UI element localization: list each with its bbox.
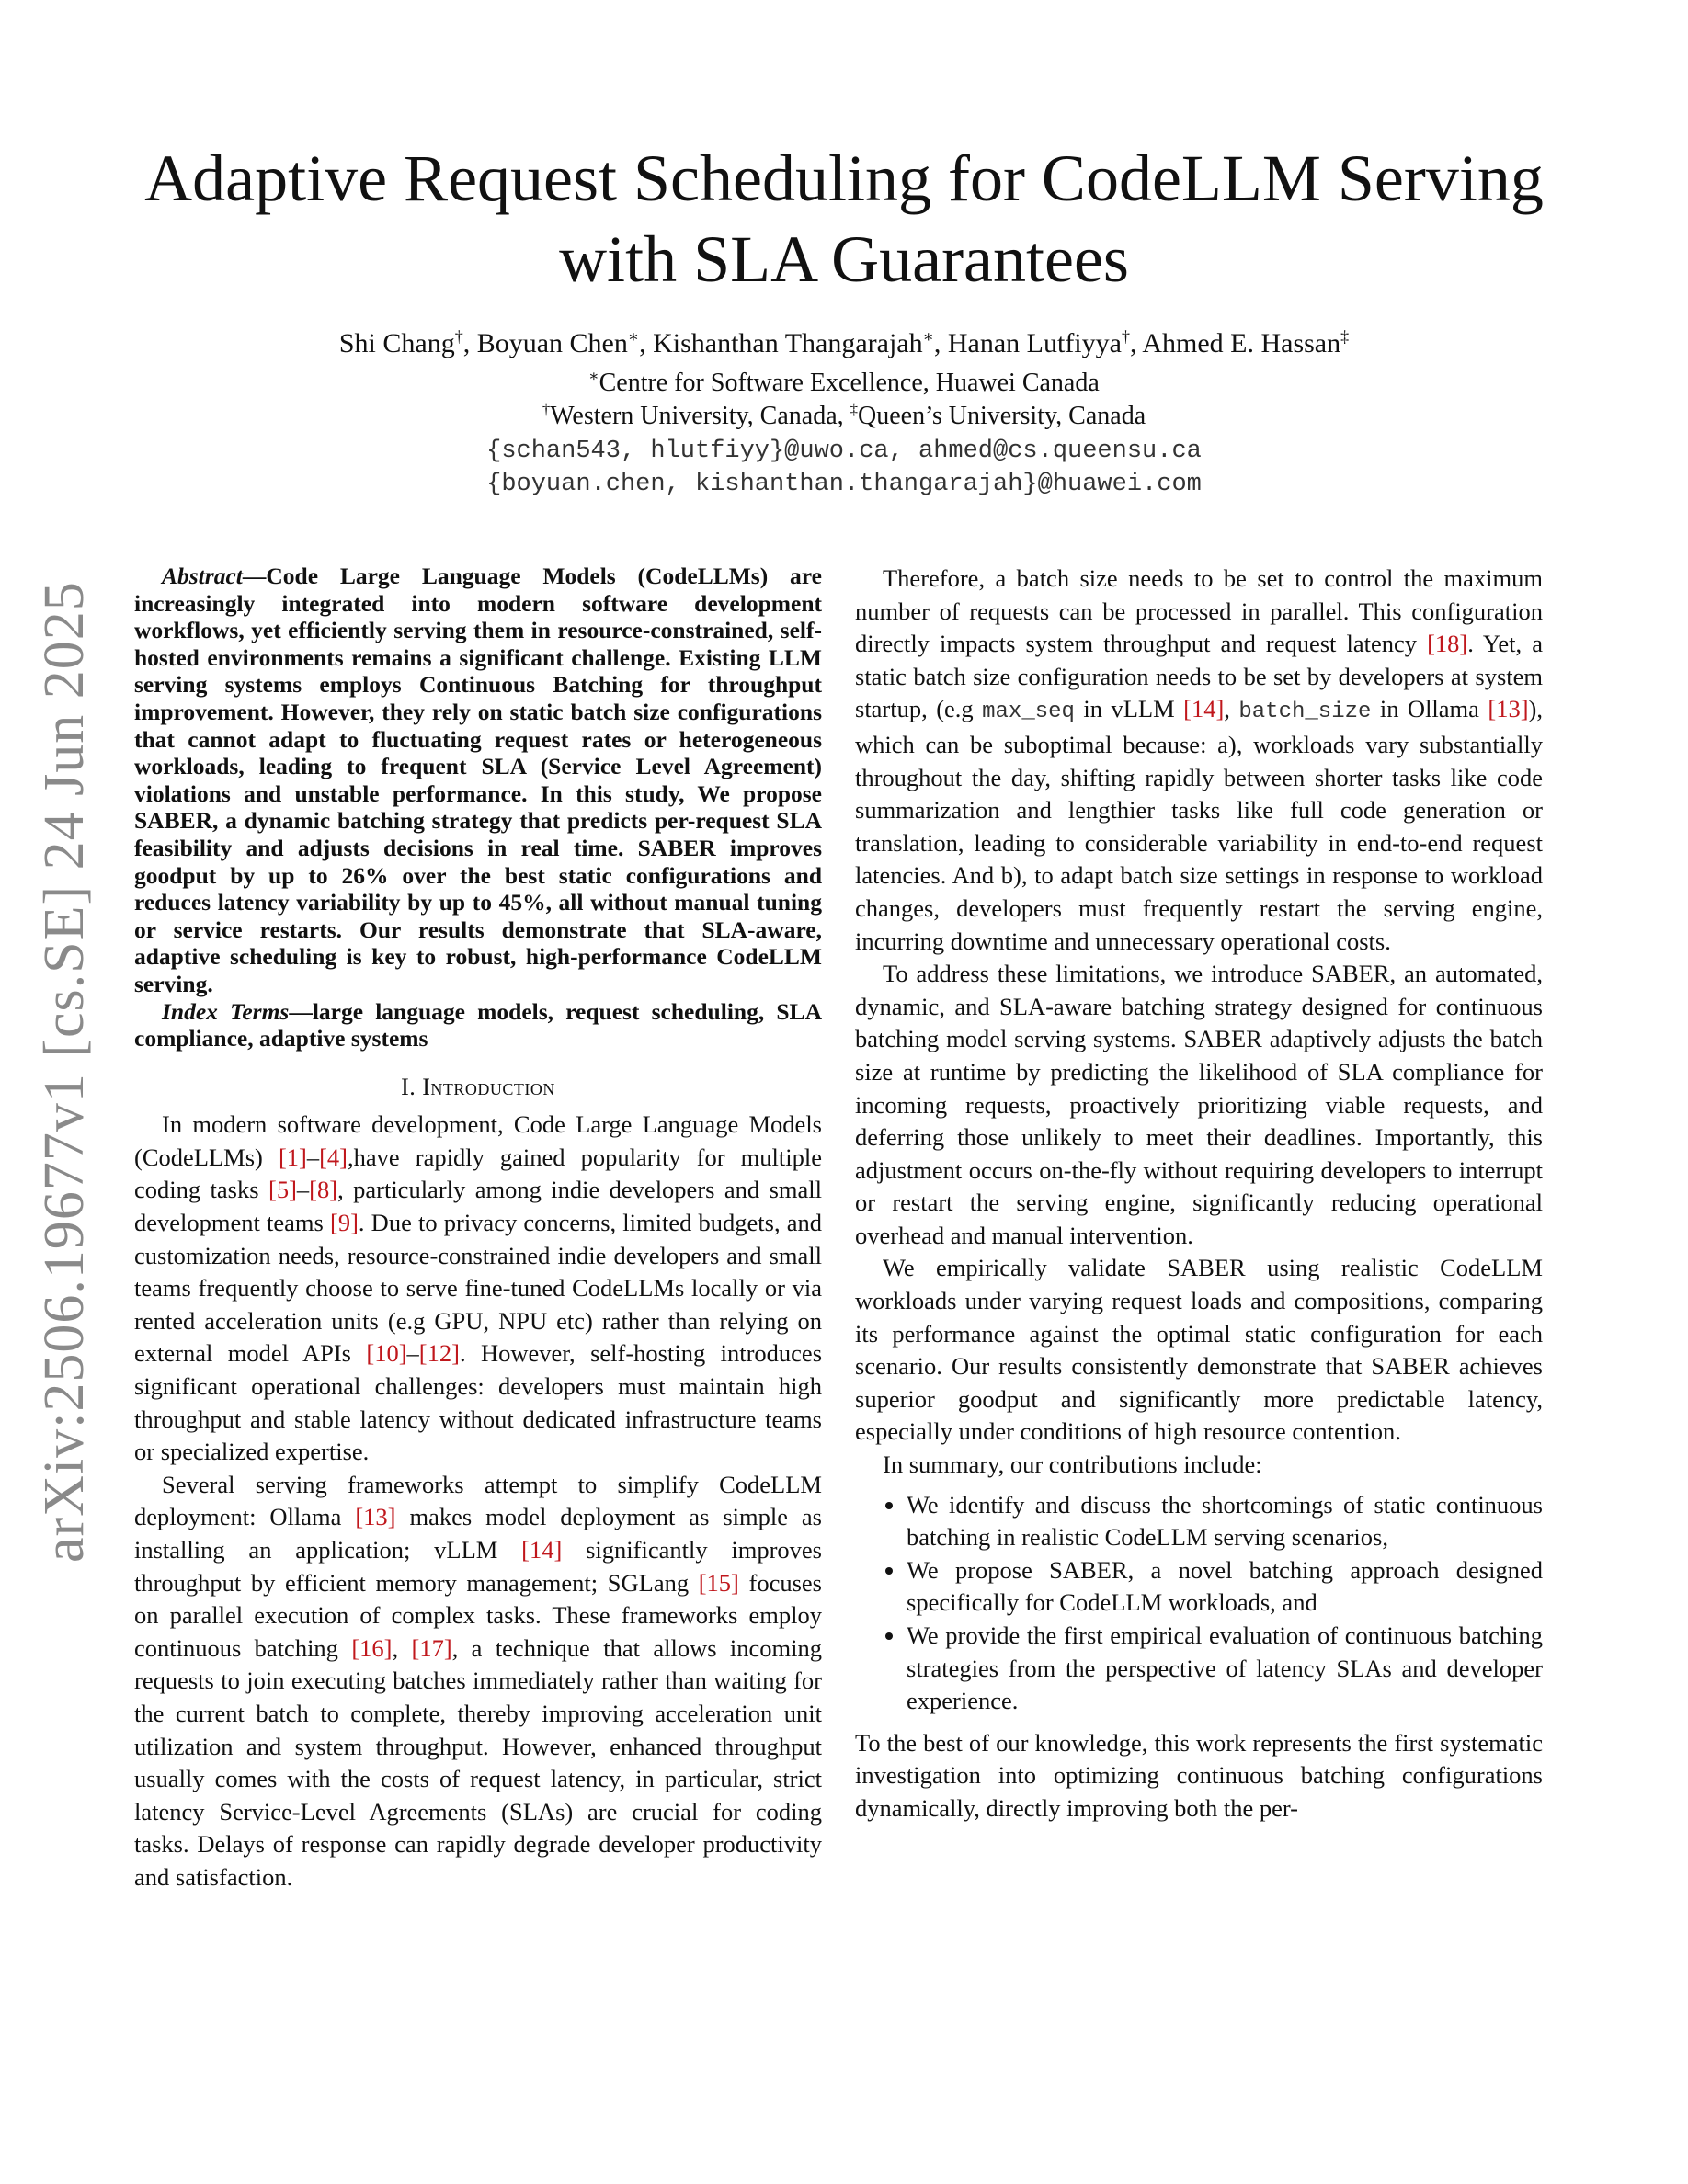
affiliation-line: †Western University, Canada, ‡Queen’s University, Canada [542, 400, 1146, 430]
citation-link[interactable]: [12] [418, 1339, 460, 1368]
list-item: • We identify and discuss the shortcomings of static continuous batching in realistic CodeLLM serving scenarios, [907, 1489, 1543, 1554]
citation-link[interactable]: [9] [330, 1209, 359, 1237]
intro-paragraph-2: Several serving frameworks attempt to simplify CodeLLM deployment: Ollama [13] makes model deployment as simple as installing an application; vLLM [14] significantly improves throughput by efficient memory management; SGLang [15] focuses on parallel execution of complex tasks. These frameworks employ continuous batching [16], [17], a technique that allows incoming requests to join executing batches immediately rather than waiting for the current batch to complete, thereby improving acceleration unit utilization and system throughput. However, enhanced throughput usually comes with the costs of request latency, in particular, strict latency Service-Level Agreements (SLAs) are crucial for coding tasks. Delays of response can rapidly degrade developer productivity and satisfaction. [134, 1470, 823, 1891]
paper-title: Adaptive Request Scheduling for CodeLLM Serving with SLA Guarantees [144, 142, 1544, 296]
affiliation-western: Western University, Canada, [550, 402, 850, 430]
index-terms-text: —large language models, request scheduling, SLA compliance, adaptive systems [134, 997, 822, 1052]
list-item: • We propose SABER, a novel batching approach designed specifically for CodeLLM workloads, and [907, 1554, 1543, 1620]
list-item: • We provide the first empirical evaluation of continuous batching strategies from the perspective of latency SLAs and developer experience. [907, 1620, 1543, 1718]
affiliation-line: ∗Centre for Software Excellence, Huawei Canada [588, 367, 1100, 397]
section-title: Introduction [422, 1073, 555, 1100]
arxiv-identifier: arXiv:2506.19677v1 [cs.SE] 24 Jun 2025 [33, 581, 96, 1563]
abstract-label: Abstract [162, 563, 243, 589]
citation-link[interactable]: [4] [319, 1143, 348, 1171]
citation-link[interactable]: [13] [1488, 695, 1529, 723]
author-name: Shi Chang [338, 328, 455, 358]
intro-paragraph-6: In summary, our contributions include: [883, 1450, 1262, 1479]
intro-paragraph-7: To the best of our knowledge, this work represents the first systematic investigation into optimizing continuous batching configurations dynamically, directly improving both the per- [855, 1728, 1543, 1822]
citation-link[interactable]: [16] [351, 1633, 393, 1662]
author-name: Kishanthan Thangarajah [653, 328, 923, 358]
right-column [855, 563, 1543, 1826]
intro-paragraph-5: We empirically validate SABER using realistic CodeLLM workloads under varying request loads and compositions, comparing its performance against the optimal static configuration for each scenario. Our results consistently demonstrate that SABER achieves superior goodput and significantly more predictable latency, especially under conditions of high resource contention. [855, 1254, 1543, 1446]
affiliation-huawei: Centre for Software Excellence, Huawei Canada [599, 369, 1100, 397]
author-name: Boyuan Chen [476, 328, 628, 358]
abstract-text: —Code Large Language Models (CodeLLMs) are increasingly integrated into modern software development workflows, yet efficiently serving them in resource-constrained, self-hosted environments remains a significant challenge. Existing LLM serving systems employs Continuous Batching for throughput improvement. However, they rely on static batch size configurations that cannot adapt to fluctuating request rates or heterogeneous workloads, leading to frequent SLA (Service Level Agreement) violations and unstable performance. In this study, We propose SABER, a dynamic batching strategy that predicts per-request SLA feasibility and adjusts decisions in real time. SABER improves goodput by up to 26% over the best static configurations and reduces latency variability by up to 45%, all without manual tuning or service restarts. Our results demonstrate that SLA-aware, adaptive scheduling is key to robust, high-performance CodeLLM serving. [134, 563, 822, 997]
citation-link[interactable]: [18] [1427, 630, 1468, 658]
email-line: {schan543, hlutfiyy}@uwo.ca, ahmed@cs.queensu.ca [486, 438, 1202, 465]
index-terms [134, 998, 822, 1052]
affiliation-queens: Queen’s University, Canada [858, 402, 1146, 430]
author-name: Hanan Lutfiyya [947, 328, 1122, 358]
author-name: Ahmed E. Hassan [1142, 328, 1341, 358]
intro-paragraph-4: To address these limitations, we introduce SABER, an automated, dynamic, and SLA-aware batching strategy designed for continuous batching model serving systems. SABER adaptively adjusts the batch size at runtime by predicting the likelihood of SLA compliance for incoming requests, proactively prioritizing viable requests, and deferring those unlikely to meet their deadlines. Importantly, this adjustment occurs on-the-fly without requiring developers to interrupt or restart the serving engine, significantly reducing operational overhead and manual intervention. [855, 960, 1543, 1249]
citation-link[interactable]: [1] [278, 1143, 307, 1171]
intro-paragraph-1: In modern software development, Code Large Language Models (CodeLLMs) [1]–[4],have rapidly gained popularity for multiple coding tasks [5]–[8], particularly among indie developers and small development teams [9]. Due to privacy concerns, limited budgets, and customization needs, resource-constrained indie developers and small teams frequently choose to serve fine-tuned CodeLLMs locally or via rented acceleration units (e.g GPU, NPU etc) rather than relying on external model APIs [10]–[12]. However, self-hosting introduces significant operational challenges: developers must maintain high throughput and stable latency without dedicated infrastructure teams or specialized expertise. [134, 1110, 823, 1466]
section-number: I. [401, 1073, 423, 1100]
citation-link[interactable]: [14] [521, 1536, 563, 1564]
citation-link[interactable]: [8] [309, 1176, 338, 1204]
intro-paragraph-3: Therefore, a batch size needs to be set to control the maximum number of requests can be processed in parallel. This configuration directly impacts system throughput and request latency [18]. Yet, a static batch size configuration needs to be set by developers at system startup, (e.g max_seq in vLLM [14], batch_size in Ollama [13]), which can be suboptimal because: a), workloads vary substantially throughout the day, shifting rapidly between shorter tasks like code summarization and lengthier tasks like full code generation or translation, leading to considerable variability in end-to-end request latencies. And b), to adapt batch size settings in response to workload changes, developers must frequently restart the serving engine, incurring downtime and unnecessary operational costs. [855, 564, 1543, 955]
author-list: Shi Chang†, Boyuan Chen∗, Kishanthan Thangarajah∗, Hanan Lutfiyya†, Ahmed E. Hassan‡ [338, 327, 1350, 358]
index-terms-label: Index Terms [162, 997, 290, 1025]
citation-link[interactable]: [13] [355, 1503, 396, 1531]
abstract [134, 563, 822, 998]
code-batch-size: batch_size [1238, 700, 1372, 725]
left-column [134, 563, 822, 1894]
email-line: {boyuan.chen, kishanthan.thangarajah}@huawei.com [486, 471, 1202, 498]
contributions-list [855, 1489, 1543, 1718]
section-heading [134, 1071, 822, 1104]
citation-link[interactable]: [15] [698, 1568, 739, 1597]
code-max-seq: max_seq [982, 700, 1075, 725]
citation-link[interactable]: [17] [411, 1633, 452, 1662]
citation-link[interactable]: [5] [268, 1176, 297, 1204]
citation-link[interactable]: [10] [366, 1339, 407, 1368]
citation-link[interactable]: [14] [1183, 695, 1225, 723]
